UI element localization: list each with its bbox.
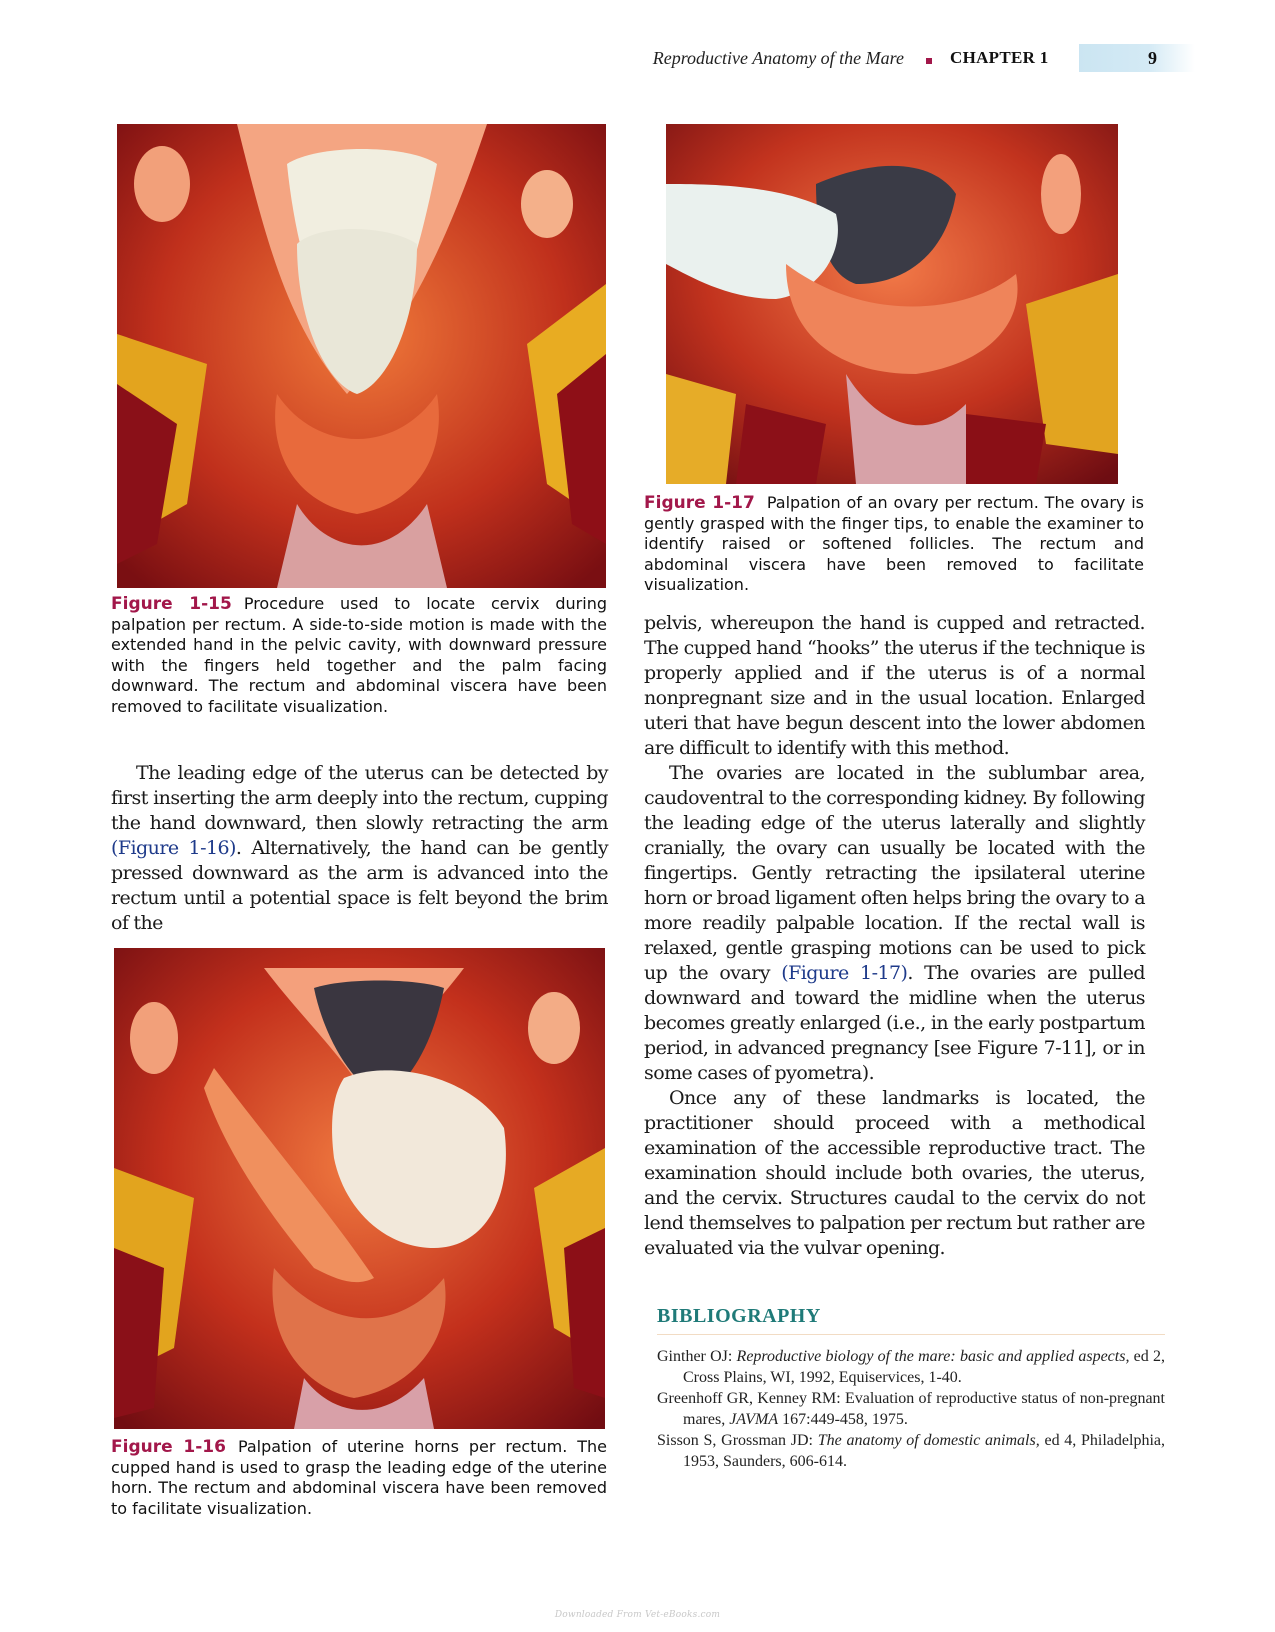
bib-details: ed 4, Philadelphia, 1953, Saunders, 606-614.	[683, 1432, 1166, 1470]
figure-1-17-reference-link[interactable]: (Figure 1-17)	[781, 962, 908, 984]
running-head	[0, 44, 1275, 72]
left-column-text	[111, 761, 608, 936]
bibliography-entry	[657, 1388, 1165, 1430]
figure-1-15-caption	[111, 594, 607, 717]
figure-1-15-label: Figure 1-15	[111, 594, 232, 614]
figure-1-17-label: Figure 1-17	[644, 493, 755, 513]
bib-details: ed 2, Cross Plains, WI, 1992, Equiservices, 1-40.	[683, 1348, 1166, 1386]
paragraph-text: The leading edge of the uterus can be detected by first inserting the arm deeply into the rectum, cupping the hand downward, then slowly retracting the arm	[111, 762, 608, 834]
bibliography-list	[657, 1346, 1165, 1472]
bib-authors: Ginther OJ:	[657, 1348, 737, 1365]
paragraph-landmarks: Once any of these landmarks is located, the practitioner should proceed with a methodical examination of the accessible reproductive tract. The examination should include both ovaries, the uterus, and the cervix. Structures caudal to the cervix do not lend themselves to palpation per rectum but rather are evaluated via the vulvar opening.	[644, 1087, 1145, 1259]
paragraph-text: . Alternatively, the hand can be gently pressed downward as the arm is advanced into the rectum until a potential space is felt beyond the brim of the	[111, 837, 609, 934]
bib-details: 167:449-458, 1975.	[778, 1411, 908, 1428]
right-column-text	[644, 611, 1145, 1261]
paragraph-leading-edge	[111, 761, 608, 936]
paragraph-ovaries	[644, 761, 1145, 1086]
page-number-tab	[1079, 44, 1195, 72]
bibliography-entry	[657, 1346, 1165, 1388]
figure-1-16-photo	[114, 948, 605, 1429]
figure-1-16-caption-text: Palpation of uterine horns per rectum. The cupped hand is used to grasp the leading edge of the uterine horn. The rectum and abdominal viscera have been removed to facilitate visualization.	[111, 1437, 607, 1518]
figure-1-15-photo	[117, 124, 606, 588]
bib-authors: Greenhoff GR, Kenney RM: Evaluation of reproductive status of non-pregnant mares,	[657, 1390, 1165, 1428]
figure-1-17-caption	[644, 493, 1144, 596]
figure-1-16-caption	[111, 1437, 607, 1519]
chapter-label: CHAPTER 1	[950, 48, 1049, 67]
header-separator-square	[926, 58, 932, 64]
figure-1-16-reference-link[interactable]: (Figure 1-16)	[111, 837, 236, 859]
bib-title: Reproductive biology of the mare: basic and applied aspects,	[736, 1348, 1130, 1365]
paragraph-text: The ovaries are located in the sublumbar area, caudoventral to the corresponding kidney. By following the leading edge of the uterus laterally and slightly cranially, the ovary can usually be located with the fingertips. Gently retracting the ipsilateral uterine horn or broad ligament often helps bring the ovary to a more readily palpable location. If the rectal wall is relaxed, gentle grasping motions can be used to pick up the ovary	[644, 762, 1145, 984]
paragraph-text: . The ovaries are pulled downward and toward the midline when the uterus becomes greatly enlarged (i.e., in the early postpartum period, in advanced pregnancy [see Figure 7-11], or in some cases of pyometra).	[644, 962, 1145, 1084]
figure-1-15-caption-text: Procedure used to locate cervix during palpation per rectum. A side-to-side motion is made with the extended hand in the pelvic cavity, with downward pressure with the fingers held together and the palm facing downward. The rectum and abdominal viscera have been removed to facilitate visualization.	[111, 594, 608, 716]
figure-1-17-photo	[666, 124, 1118, 484]
figure-1-16-label: Figure 1-16	[111, 1437, 226, 1457]
paragraph-continuation: pelvis, whereupon the hand is cupped and retracted. The cupped hand “hooks” the uterus if the technique is properly applied and if the uterus is of a normal nonpregnant size and in the usual location. Enlarged uteri that have begun descent into the lower abdomen are difficult to identify with this method.	[644, 612, 1145, 759]
bib-title: The anatomy of domestic animals,	[817, 1432, 1040, 1449]
download-watermark: Downloaded From Vet-eBooks.com	[554, 1610, 721, 1620]
bib-title: JAVMA	[729, 1411, 779, 1428]
figure-1-17-caption-text: Palpation of an ovary per rectum. The ovary is gently grasped with the finger tips, to enable the examiner to identify raised or softened follicles. The rectum and abdominal viscera have been removed to facilitate visualization.	[644, 493, 1144, 594]
bibliography-heading: BIBLIOGRAPHY	[657, 1305, 1165, 1335]
running-title: Reproductive Anatomy of the Mare	[652, 48, 904, 68]
bib-authors: Sisson S, Grossman JD:	[657, 1432, 818, 1449]
bibliography-entry	[657, 1430, 1165, 1472]
page-number: 9	[1148, 48, 1157, 68]
